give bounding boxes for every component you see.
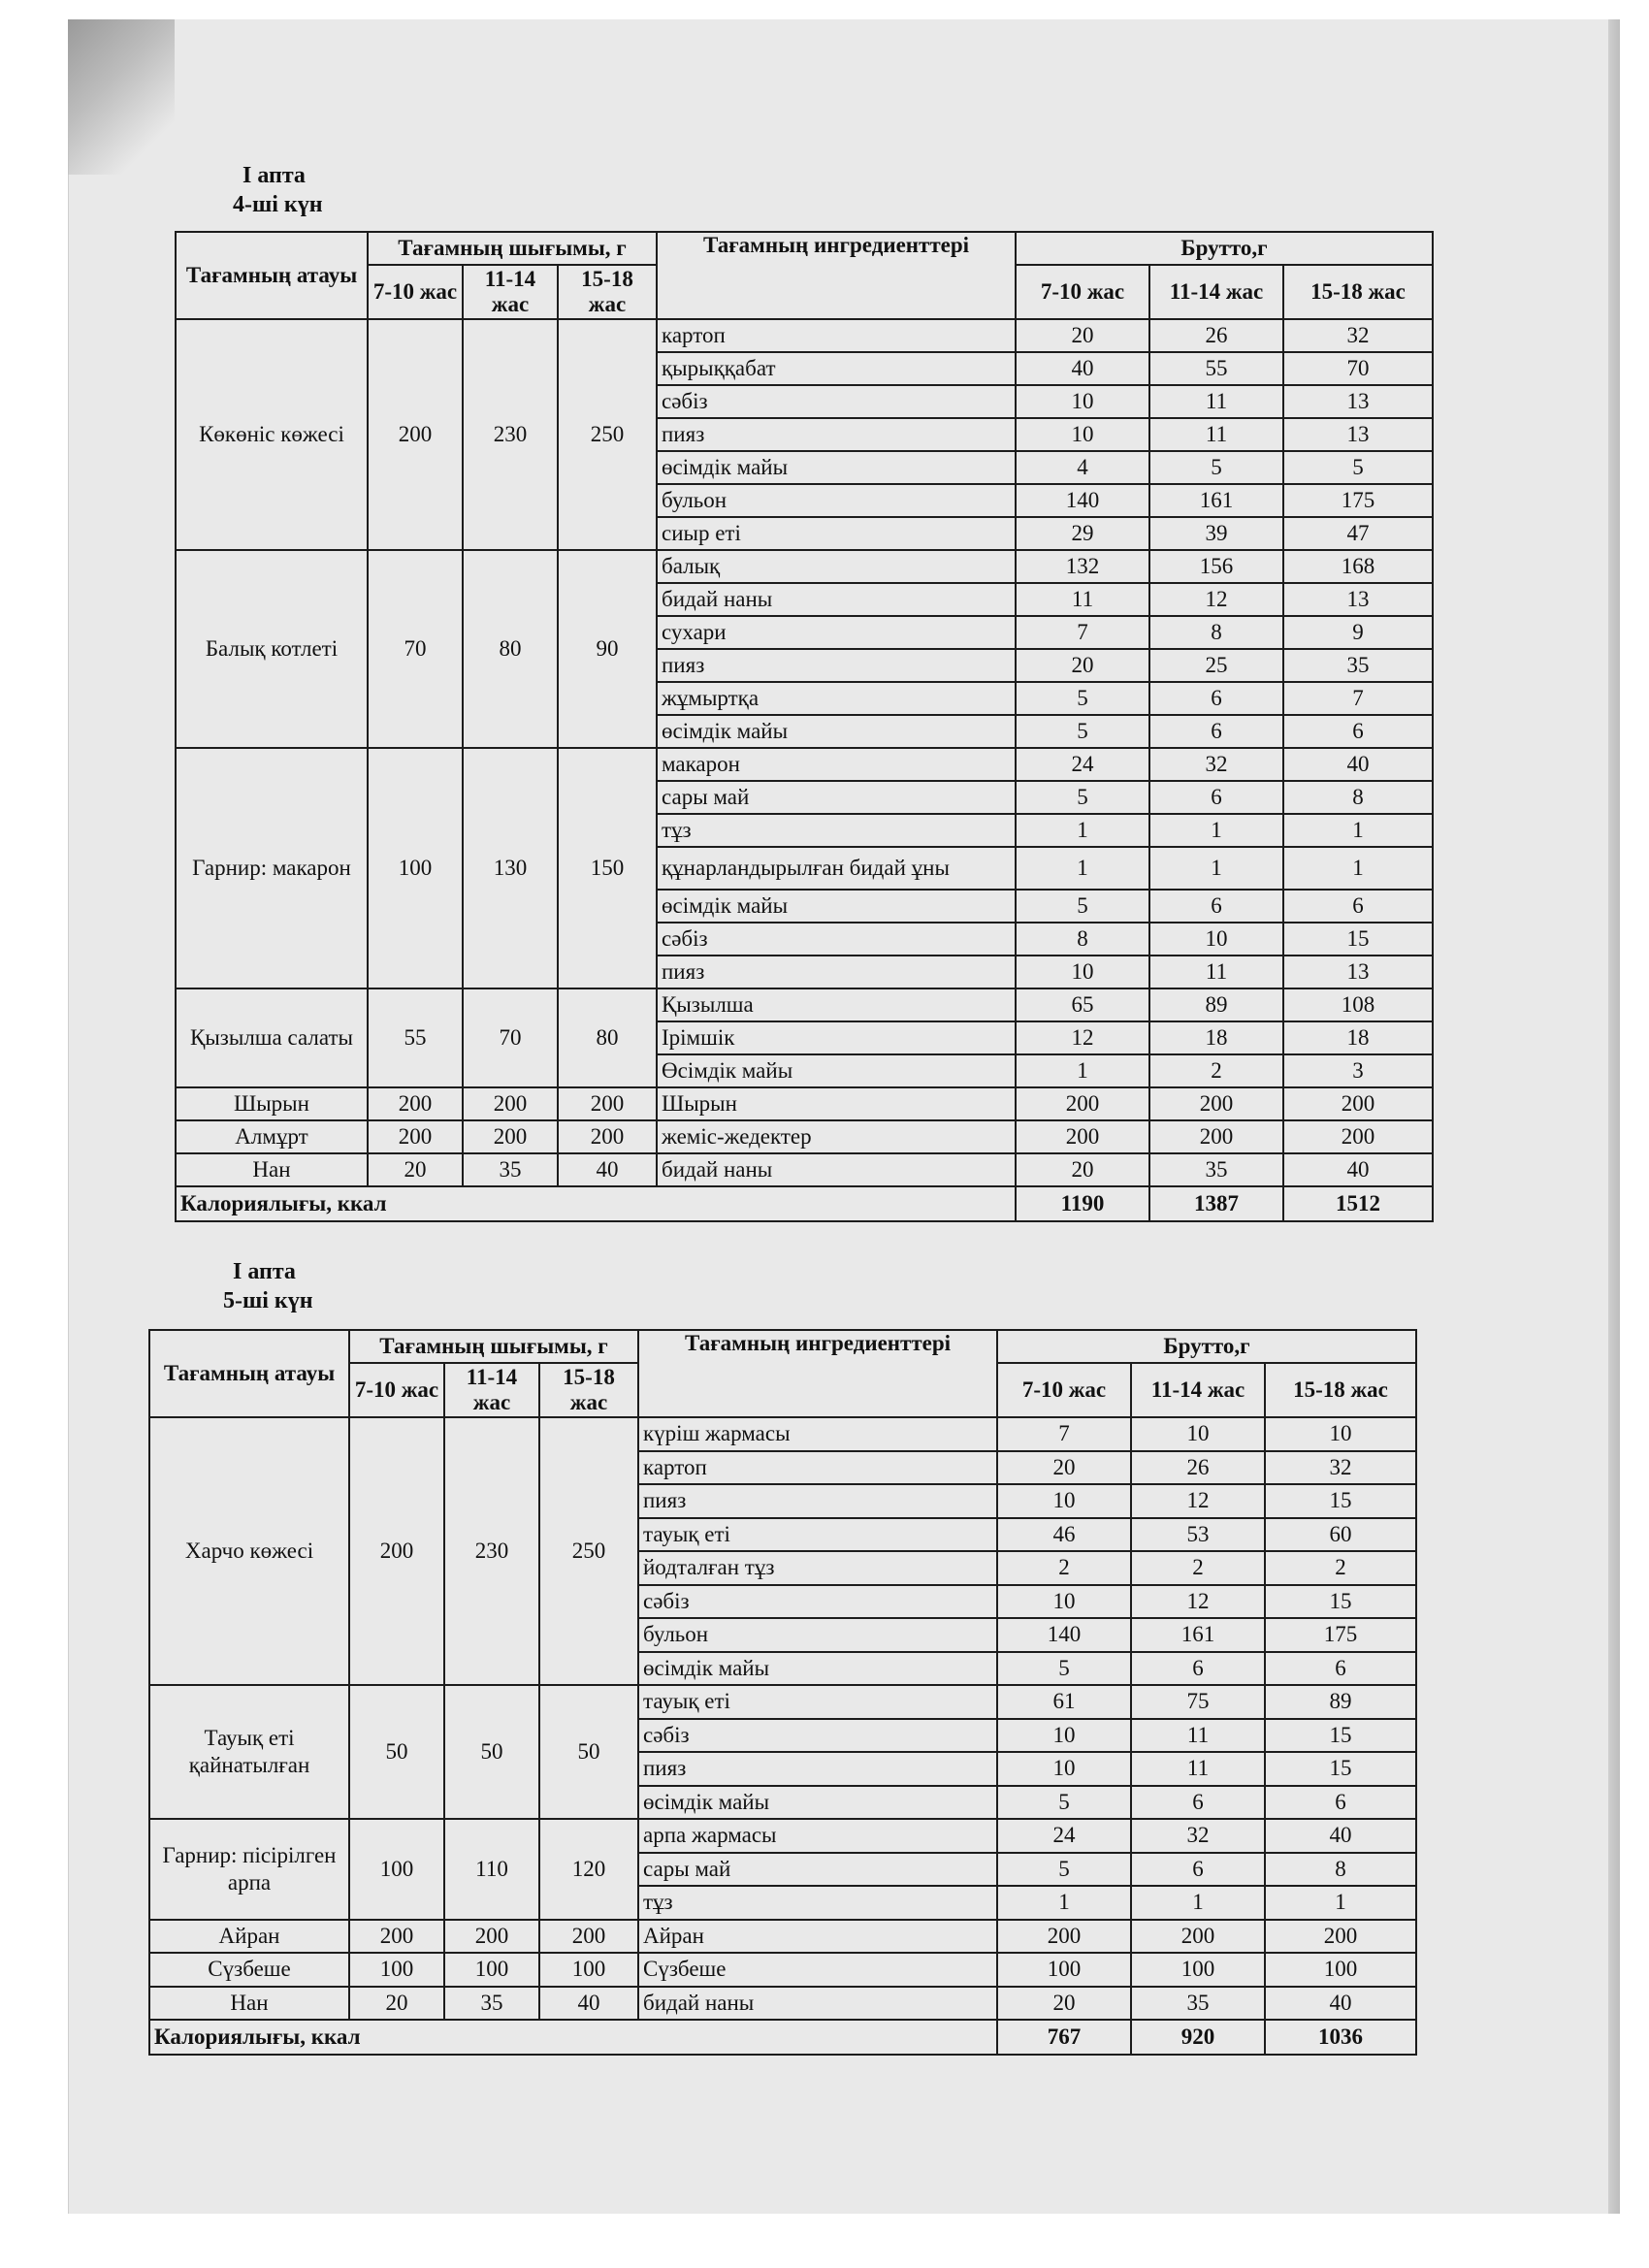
brutto-value: 20 (1016, 1153, 1149, 1186)
col-ingredients: Тағамның ингредиенттері (657, 232, 1016, 319)
brutto-value: 6 (1131, 1652, 1265, 1686)
brutto-value: 2 (1265, 1551, 1416, 1585)
ingredient-name: бидай наны (638, 1987, 997, 2021)
brutto-value: 5 (1283, 451, 1433, 484)
brutto-value: 10 (997, 1484, 1131, 1518)
calories-value: 1512 (1283, 1186, 1433, 1221)
ingredient-row (176, 319, 1433, 352)
brutto-value: 20 (997, 1451, 1131, 1485)
brutto-value: 2 (1131, 1551, 1265, 1585)
col-brutto-age_15_18: 15-18 жас (1265, 1363, 1416, 1417)
brutto-value: 11 (1149, 956, 1283, 988)
ingredient-name: сиыр еті (657, 517, 1016, 550)
dish-output: 250 (558, 319, 657, 550)
brutto-value: 108 (1283, 988, 1433, 1021)
ingredient-name: Ірімшік (657, 1021, 1016, 1054)
brutto-value: 20 (1016, 319, 1149, 352)
dish-output: 200 (349, 1920, 444, 1954)
day5-day: 5-ші күн (223, 1288, 313, 1313)
dish-name: Сүзбеше (149, 1953, 349, 1987)
ingredient-name: йодталған тұз (638, 1551, 997, 1585)
dish-output: 100 (539, 1953, 638, 1987)
brutto-value: 10 (1016, 418, 1149, 451)
dish-output: 120 (539, 1819, 638, 1920)
brutto-value: 11 (1016, 583, 1149, 616)
ingredient-name: өсімдік майы (638, 1786, 997, 1820)
ingredient-name: Қызылша (657, 988, 1016, 1021)
col-brutto-age_11_14: 11-14 жас (1149, 265, 1283, 319)
brutto-value: 46 (997, 1518, 1131, 1552)
brutto-value: 13 (1283, 418, 1433, 451)
brutto-value: 6 (1149, 890, 1283, 923)
brutto-value: 200 (1016, 1087, 1149, 1120)
ingredient-name: тауық еті (638, 1518, 997, 1552)
brutto-value: 35 (1283, 649, 1433, 682)
dish-output: 200 (558, 1087, 657, 1120)
dish-output: 250 (539, 1417, 638, 1685)
ingredient-name: пияз (657, 418, 1016, 451)
brutto-value: 1 (1149, 847, 1283, 890)
brutto-value: 8 (1016, 923, 1149, 956)
ingredient-name: сары май (638, 1853, 997, 1887)
day4-heading (233, 161, 323, 219)
brutto-value: 2 (1149, 1054, 1283, 1087)
dish-output: 200 (463, 1087, 558, 1120)
brutto-value: 15 (1265, 1719, 1416, 1753)
day4-menu-table (175, 231, 1434, 1222)
calories-value: 767 (997, 2020, 1131, 2055)
brutto-value: 6 (1131, 1786, 1265, 1820)
ingredient-row (176, 1087, 1433, 1120)
brutto-value: 60 (1265, 1518, 1416, 1552)
brutto-value: 161 (1131, 1618, 1265, 1652)
brutto-value: 24 (997, 1819, 1131, 1853)
ingredient-row (149, 1987, 1416, 2021)
ingredient-name: күріш жармасы (638, 1417, 997, 1451)
brutto-value: 89 (1265, 1685, 1416, 1719)
calories-row (149, 2020, 1416, 2055)
ingredient-name: Өсімдік майы (657, 1054, 1016, 1087)
brutto-value: 200 (997, 1920, 1131, 1954)
brutto-value: 40 (1283, 748, 1433, 781)
dish-output: 100 (349, 1819, 444, 1920)
col-output: Тағамның шығымы, г (349, 1330, 638, 1363)
ingredient-row (149, 1920, 1416, 1954)
dish-name: Гарнир: макарон (176, 748, 368, 988)
col-dish-name: Тағамның атауы (149, 1330, 349, 1417)
col-brutto-age_7_10: 7-10 жас (1016, 265, 1149, 319)
col-dish-name: Тағамның атауы (176, 232, 368, 319)
brutto-value: 5 (1016, 682, 1149, 715)
ingredient-name: пияз (657, 956, 1016, 988)
ingredient-row (149, 1819, 1416, 1853)
ingredient-name: арпа жармасы (638, 1819, 997, 1853)
dish-name: Балық котлеті (176, 550, 368, 748)
brutto-value: 100 (997, 1953, 1131, 1987)
dish-output: 70 (463, 988, 558, 1087)
ingredient-row (176, 550, 1433, 583)
dish-output: 20 (349, 1987, 444, 2021)
brutto-value: 47 (1283, 517, 1433, 550)
ingredient-row (149, 1417, 1416, 1451)
brutto-value: 89 (1149, 988, 1283, 1021)
ingredient-name: пияз (638, 1484, 997, 1518)
dish-output: 40 (558, 1153, 657, 1186)
brutto-value: 6 (1149, 715, 1283, 748)
brutto-value: 6 (1131, 1853, 1265, 1887)
brutto-value: 5 (1016, 715, 1149, 748)
brutto-value: 5 (997, 1652, 1131, 1686)
brutto-value: 7 (1283, 682, 1433, 715)
brutto-value: 10 (1016, 956, 1149, 988)
dish-output: 200 (558, 1120, 657, 1153)
brutto-value: 8 (1265, 1853, 1416, 1887)
dish-output: 200 (463, 1120, 558, 1153)
brutto-value: 6 (1265, 1652, 1416, 1686)
brutto-value: 40 (1283, 1153, 1433, 1186)
dish-output: 110 (444, 1819, 539, 1920)
ingredient-name: сәбіз (657, 923, 1016, 956)
ingredient-name: картоп (638, 1451, 997, 1485)
brutto-value: 6 (1283, 715, 1433, 748)
brutto-value: 29 (1016, 517, 1149, 550)
dish-output: 200 (349, 1417, 444, 1685)
dish-output: 230 (444, 1417, 539, 1685)
brutto-value: 12 (1016, 1021, 1149, 1054)
brutto-value: 1 (1283, 847, 1433, 890)
brutto-value: 7 (997, 1417, 1131, 1451)
brutto-value: 11 (1149, 385, 1283, 418)
dish-name: Харчо көжесі (149, 1417, 349, 1685)
ingredient-name: Сүзбеше (638, 1953, 997, 1987)
dish-output: 230 (463, 319, 558, 550)
ingredient-name: пияз (638, 1752, 997, 1786)
col-output-age_7_10: 7-10 жас (368, 265, 463, 319)
brutto-value: 65 (1016, 988, 1149, 1021)
header-row (176, 232, 1433, 265)
brutto-value: 11 (1131, 1752, 1265, 1786)
brutto-value: 11 (1149, 418, 1283, 451)
dish-output: 50 (539, 1685, 638, 1819)
ingredient-name: пияз (657, 649, 1016, 682)
brutto-value: 6 (1283, 890, 1433, 923)
brutto-value: 13 (1283, 583, 1433, 616)
ingredient-name: сухари (657, 616, 1016, 649)
brutto-value: 20 (1016, 649, 1149, 682)
col-brutto: Брутто,г (1016, 232, 1433, 265)
ingredient-name: балық (657, 550, 1016, 583)
brutto-value: 7 (1016, 616, 1149, 649)
brutto-value: 20 (997, 1987, 1131, 2021)
brutto-value: 1 (1016, 1054, 1149, 1087)
brutto-value: 40 (1016, 352, 1149, 385)
col-brutto: Брутто,г (997, 1330, 1416, 1363)
ingredient-name: өсімдік майы (657, 715, 1016, 748)
ingredient-name: картоп (657, 319, 1016, 352)
brutto-value: 32 (1283, 319, 1433, 352)
ingredient-name: тауық еті (638, 1685, 997, 1719)
ingredient-name: сәбіз (657, 385, 1016, 418)
ingredient-name: жеміс-жедектер (657, 1120, 1016, 1153)
brutto-value: 18 (1149, 1021, 1283, 1054)
col-brutto-age_15_18: 15-18 жас (1283, 265, 1433, 319)
col-output-age_11_14: 11-14 жас (463, 265, 558, 319)
ingredient-name: бидай наны (657, 583, 1016, 616)
ingredient-name: құнарландырылған бидай ұны (657, 847, 1016, 890)
sheet-edge-shadow (1608, 19, 1620, 2214)
brutto-value: 10 (997, 1719, 1131, 1753)
brutto-value: 15 (1265, 1585, 1416, 1619)
dish-output: 200 (368, 1120, 463, 1153)
ingredient-name: өсімдік майы (657, 890, 1016, 923)
brutto-value: 200 (1283, 1120, 1433, 1153)
ingredient-name: тұз (638, 1886, 997, 1920)
brutto-value: 161 (1149, 484, 1283, 517)
brutto-value: 200 (1149, 1087, 1283, 1120)
dish-output: 90 (558, 550, 657, 748)
ingredient-name: Айран (638, 1920, 997, 1954)
brutto-value: 24 (1016, 748, 1149, 781)
col-output-age_7_10: 7-10 жас (349, 1363, 444, 1417)
brutto-value: 61 (997, 1685, 1131, 1719)
dish-output: 40 (539, 1987, 638, 2021)
calories-value: 1036 (1265, 2020, 1416, 2055)
brutto-value: 5 (997, 1786, 1131, 1820)
brutto-value: 39 (1149, 517, 1283, 550)
ingredient-row (149, 1685, 1416, 1719)
brutto-value: 200 (1131, 1920, 1265, 1954)
brutto-value: 100 (1265, 1953, 1416, 1987)
brutto-value: 25 (1149, 649, 1283, 682)
dish-name: Гарнир: пісірілген арпа (149, 1819, 349, 1920)
dish-output: 150 (558, 748, 657, 988)
dish-output: 100 (444, 1953, 539, 1987)
dish-output: 200 (368, 319, 463, 550)
brutto-value: 12 (1131, 1484, 1265, 1518)
day5-week: I апта (233, 1259, 296, 1284)
ingredient-name: бульон (638, 1618, 997, 1652)
day4-day: 4-ші күн (233, 192, 323, 217)
dish-name: Айран (149, 1920, 349, 1954)
brutto-value: 10 (1265, 1417, 1416, 1451)
dish-name: Нан (176, 1153, 368, 1186)
brutto-value: 10 (1131, 1417, 1265, 1451)
brutto-value: 32 (1131, 1819, 1265, 1853)
ingredient-name: сары май (657, 781, 1016, 814)
brutto-value: 1 (1265, 1886, 1416, 1920)
brutto-value: 75 (1131, 1685, 1265, 1719)
brutto-value: 200 (1149, 1120, 1283, 1153)
dish-output: 50 (444, 1685, 539, 1819)
col-ingredients: Тағамның ингредиенттері (638, 1330, 997, 1417)
calories-value: 1190 (1016, 1186, 1149, 1221)
dish-output: 70 (368, 550, 463, 748)
dish-output: 130 (463, 748, 558, 988)
brutto-value: 9 (1283, 616, 1433, 649)
brutto-value: 6 (1149, 682, 1283, 715)
brutto-value: 100 (1131, 1953, 1265, 1987)
brutto-value: 55 (1149, 352, 1283, 385)
brutto-value: 175 (1265, 1618, 1416, 1652)
ingredient-name: сәбіз (638, 1719, 997, 1753)
dish-name: Алмұрт (176, 1120, 368, 1153)
brutto-value: 200 (1283, 1087, 1433, 1120)
brutto-value: 13 (1283, 956, 1433, 988)
brutto-value: 15 (1265, 1484, 1416, 1518)
brutto-value: 40 (1265, 1987, 1416, 2021)
ingredient-row (176, 1120, 1433, 1153)
brutto-value: 1 (1283, 814, 1433, 847)
calories-value: 920 (1131, 2020, 1265, 2055)
brutto-value: 1 (1016, 847, 1149, 890)
brutto-value: 140 (1016, 484, 1149, 517)
ingredient-name: жұмыртқа (657, 682, 1016, 715)
brutto-value: 3 (1283, 1054, 1433, 1087)
brutto-value: 140 (997, 1618, 1131, 1652)
brutto-value: 5 (997, 1853, 1131, 1887)
brutto-value: 10 (1149, 923, 1283, 956)
brutto-value: 1 (997, 1886, 1131, 1920)
brutto-value: 12 (1131, 1585, 1265, 1619)
brutto-value: 35 (1131, 1987, 1265, 2021)
brutto-value: 32 (1265, 1451, 1416, 1485)
dish-output: 50 (349, 1685, 444, 1819)
ingredient-name: макарон (657, 748, 1016, 781)
brutto-value: 6 (1149, 781, 1283, 814)
brutto-value: 32 (1149, 748, 1283, 781)
ingredient-row (149, 1953, 1416, 1987)
brutto-value: 8 (1283, 781, 1433, 814)
brutto-value: 40 (1265, 1819, 1416, 1853)
brutto-value: 6 (1265, 1786, 1416, 1820)
dish-name: Шырын (176, 1087, 368, 1120)
dish-output: 100 (349, 1953, 444, 1987)
brutto-value: 5 (1016, 890, 1149, 923)
brutto-value: 26 (1149, 319, 1283, 352)
brutto-value: 4 (1016, 451, 1149, 484)
brutto-value: 15 (1283, 923, 1433, 956)
brutto-value: 10 (997, 1585, 1131, 1619)
col-output-age_15_18: 15-18 жас (539, 1363, 638, 1417)
dish-output: 200 (368, 1087, 463, 1120)
day5-heading (223, 1257, 313, 1315)
brutto-value: 1 (1016, 814, 1149, 847)
dish-output: 80 (463, 550, 558, 748)
brutto-value: 2 (997, 1551, 1131, 1585)
col-output-age_15_18: 15-18 жас (558, 265, 657, 319)
brutto-value: 26 (1131, 1451, 1265, 1485)
brutto-value: 175 (1283, 484, 1433, 517)
dish-output: 80 (558, 988, 657, 1087)
ingredient-name: Шырын (657, 1087, 1016, 1120)
dish-output: 20 (368, 1153, 463, 1186)
brutto-value: 70 (1283, 352, 1433, 385)
brutto-value: 13 (1283, 385, 1433, 418)
brutto-value: 11 (1131, 1719, 1265, 1753)
brutto-value: 156 (1149, 550, 1283, 583)
dish-output: 55 (368, 988, 463, 1087)
calories-row (176, 1186, 1433, 1221)
brutto-value: 132 (1016, 550, 1149, 583)
dish-output: 200 (539, 1920, 638, 1954)
ingredient-name: өсімдік майы (657, 451, 1016, 484)
brutto-value: 200 (1265, 1920, 1416, 1954)
ingredient-row (176, 748, 1433, 781)
calories-label: Калориялығы, ккал (149, 2020, 997, 2055)
dish-name: Тауық еті қайнатылған (149, 1685, 349, 1819)
ingredient-row (176, 1153, 1433, 1186)
day4-week: I апта (242, 163, 306, 188)
dish-output: 200 (444, 1920, 539, 1954)
brutto-value: 15 (1265, 1752, 1416, 1786)
brutto-value: 1 (1149, 814, 1283, 847)
calories-value: 1387 (1149, 1186, 1283, 1221)
brutto-value: 200 (1016, 1120, 1149, 1153)
brutto-value: 8 (1149, 616, 1283, 649)
ingredient-name: сәбіз (638, 1585, 997, 1619)
brutto-value: 5 (1149, 451, 1283, 484)
day5-menu-table (148, 1329, 1417, 2056)
brutto-value: 1 (1131, 1886, 1265, 1920)
brutto-value: 168 (1283, 550, 1433, 583)
ingredient-name: тұз (657, 814, 1016, 847)
col-output: Тағамның шығымы, г (368, 232, 657, 265)
ingredient-name: қырыққабат (657, 352, 1016, 385)
ingredient-name: бульон (657, 484, 1016, 517)
brutto-value: 10 (997, 1752, 1131, 1786)
ingredient-name: бидай наны (657, 1153, 1016, 1186)
ingredient-name: өсімдік майы (638, 1652, 997, 1686)
dish-name: Көкөніс көжесі (176, 319, 368, 550)
brutto-value: 53 (1131, 1518, 1265, 1552)
brutto-value: 12 (1149, 583, 1283, 616)
brutto-value: 10 (1016, 385, 1149, 418)
brutto-value: 18 (1283, 1021, 1433, 1054)
header-row (149, 1330, 1416, 1363)
dish-name: Нан (149, 1987, 349, 2021)
dish-output: 35 (444, 1987, 539, 2021)
folded-corner-shadow (68, 19, 175, 175)
dish-output: 35 (463, 1153, 558, 1186)
col-output-age_11_14: 11-14 жас (444, 1363, 539, 1417)
calories-label: Калориялығы, ккал (176, 1186, 1016, 1221)
col-brutto-age_7_10: 7-10 жас (997, 1363, 1131, 1417)
col-brutto-age_11_14: 11-14 жас (1131, 1363, 1265, 1417)
ingredient-row (176, 988, 1433, 1021)
brutto-value: 5 (1016, 781, 1149, 814)
brutto-value: 35 (1149, 1153, 1283, 1186)
dish-name: Қызылша салаты (176, 988, 368, 1087)
dish-output: 100 (368, 748, 463, 988)
